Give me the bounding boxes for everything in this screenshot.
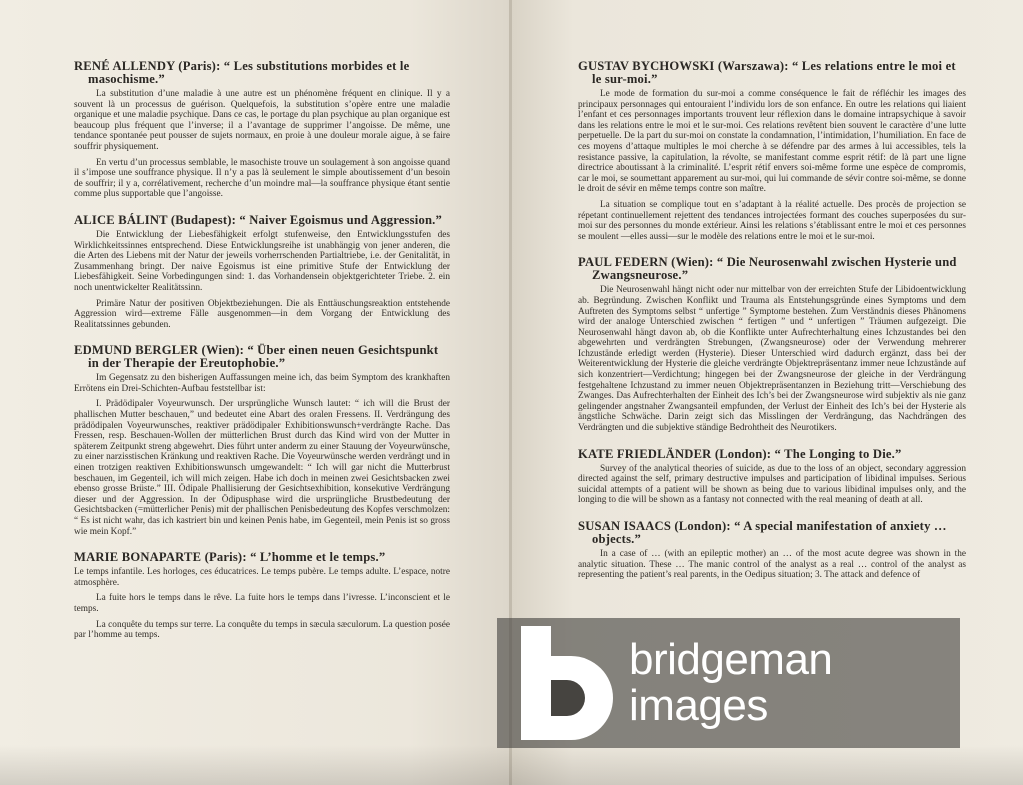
page-shadow xyxy=(0,745,1023,785)
abstract-paragraph: Survey of the analytical theories of suicide, as due to the loss of an object, secondary aggression directed against the self, primary destructive impulses and participation of libidinal impulses. Serious suicidal attempts of a patient will be shown as being due to various libidinal impulses only, and the longing to die will be shown as a fantasy not connected with the real meaning of death at all. xyxy=(578,463,966,506)
abstract-heading: KATE FRIEDLÄNDER (London): “ The Longing to Die.” xyxy=(578,446,902,461)
abstract-paragraph: La conquête du temps sur terre. La conquête du temps in sæcula sæculorum. La question posée par l’homme au temps. xyxy=(74,619,450,641)
abstract-entry xyxy=(578,520,966,581)
abstract-paragraph: La fuite hors le temps dans le rêve. La fuite hors le temps dans l’ivresse. L’inconscient et le temps. xyxy=(74,593,450,614)
watermark-line2: images xyxy=(629,681,768,730)
abstract-entry xyxy=(74,344,450,537)
abstract-paragraph: En vertu d’un processus semblable, le masochiste trouve un soulagement à son angoisse quand il s’impose une souffrance physique. Il n’y a pas là seulement le simple aboutissement d’un besoin de souffrir; il y a, corrélativement, recherche d’un moindre mal—la souffrance physique étant sentie comme plus supportable que l’angoisse. xyxy=(74,157,450,200)
left-page xyxy=(0,0,511,785)
abstract-entry xyxy=(578,60,966,242)
abstract-paragraph: Primäre Natur der positiven Objektbeziehungen. Die als Enttäuschungsreaktion entstehende Aggression wird—extreme Fälle ausgenommen—in dem Vorgang der Entwicklung des Realitatssinnes gebunden. xyxy=(74,298,450,330)
abstract-heading: SUSAN ISAACS (London): “ A special manifestation of anxiety … objects.” xyxy=(578,519,947,546)
bridgeman-logo-icon xyxy=(521,626,613,740)
abstract-paragraph: Im Gegensatz zu den bisherigen Auffassungen meine ich, das beim Symptom des krankhaften Errötens ein Drei-Schichten-Aufbau feststellbar ist: xyxy=(74,373,450,394)
abstract-paragraph: La substitution d’une maladie à une autre est un phénomène fréquent en clinique. Il y a souvent là un processus de guérison. Quelquefois, la substitution s’opère entre une maladie organique et une maladie psychique. Dans ce cas, le portage du plan psychique au plan organique est beaucoup plus fréquent que l’inverse; il a l’avantage de supprimer l’angoisse. De même, une tendance spontanée peut pousser de sujets normaux, en proie à une douleur morale aigue, à se faire souffrir physiquement. xyxy=(74,89,450,152)
left-column xyxy=(74,60,450,655)
abstract-heading: MARIE BONAPARTE (Paris): “ L’homme et le temps.” xyxy=(74,550,386,565)
abstract-entry xyxy=(578,448,966,506)
abstract-paragraph: I. Prädödipaler Voyeurwunsch. Der ursprüngliche Wunsch lautet: “ ich will die Brust der phallischen Mutter beschauen,” und bedeutet eine Abart des oralen Fressens. II. Verdrängung des prädödipalen Voyeurwunsches, reaktiver prädödipaler Exhibitionswunsch+verdrängte Rache. Das Fressen, resp. Beschauen-Wollen der mütterlichen Brust durch das Kind wird von der Mutter in späterem Zeitpunkt streng abgewehrt. Dies führt unter anderm zu einer Stauung der Voyeurwünsche, zu einer narzisstischen Kränkung und reaktiven Rache. Die Voyeurwünsche werden verdrängt und in einen trotzigen reaktiven Exhibitionswunsch umgewandelt: “ Ich will gar nicht die Mutterbrust beschauen, im Gegenteil, ich will mich zeigen. Habe ich doch in meinen zwei Gesichtsbacken zwei ebenso grosse Brüste.” III. Ödipale Phallisierung der Gesichtsexhibition, konsekutive Verdrängung dieser und der Aggression. In der Ödipusphase wird die ursprüngliche Brustbedeutung der Gesichtsbacken (=mütterlicher Penis) mit der phallischen Penisbedeutung des Kopfes verschmolzen: “ Es ist nicht wahr, das ich kastriert bin und keinen Penis habe, im Gegenteil, mein Penis ist so gross wie mein Kopf.” xyxy=(74,399,450,537)
abstract-heading: GUSTAV BYCHOWSKI (Warszawa): “ Les relations entre le moi et le sur-moi.” xyxy=(578,59,956,86)
abstract-heading: PAUL FEDERN (Wien): “ Die Neurosenwahl zwischen Hysterie und Zwangsneurose.” xyxy=(578,255,957,283)
abstract-entry xyxy=(74,60,450,200)
abstract-entry xyxy=(74,214,450,330)
abstract-heading: ALICE BÁLINT (Budapest): “ Naiver Egoismus und Aggression.” xyxy=(74,212,442,227)
abstract-paragraph: La situation se complique tout en s’adaptant à la réalité actuelle. Des procès de projection se répetant continuellement rejettent des tendances introjectées formant des couches superposées du sur-moi sur des personnes du monde extérieur. Ainsi les relations s’établissant entre le moi et ces personnes se moulent —elles aussi—sur le modèle des relations entre le moi et le sur-moi. xyxy=(578,199,966,242)
abstract-paragraph: In a case of … (with an epileptic mother) an … of the most acute degree was shown in the analytic situation. These … The manic control of the analyst as a real … control of the analyst as representing the patient’s real parents, in the Oedipus situation; 3. The attack and defence of xyxy=(578,549,966,581)
abstract-paragraph: Die Entwicklung der Liebesfähigkeit erfolgt stufenweise, den Entwicklungsstufen des Wirklichkeitssinnes entsprechend. Diese Entwicklungsreihe ist unabhängig von jener anderen, die die Arten des Liebens mit der Natur der jeweils vorherrschenden Partialtriebe, i.e. der Genitalität, in Zusammenhang bringt. Der naive Egoismus ist eine primitive Stufe der Entwicklung der Liebesfähigkeit. Seine Vorbedingungen sind: 1. das Vorhandensein objektgerichteter Triebe. 2. ein noch unentwickelter Realitätssinn. xyxy=(74,229,450,293)
watermark-line1: bridgeman xyxy=(629,635,833,684)
abstract-paragraph: Le mode de formation du sur-moi a comme conséquence le fait de réfléchir les images des principaux personnages qui entouraient l’individu lors de son enfance. En outre les relations qui liaient l’enfant et ces personnages importants trouvent leur réflexion dans le domaine intrapsychique à savoir dans les relations entre le moi et le sur-moi. Ces relations revêtent bien souvent le caractère d’une lutte perpetuelle. De la part du sur-moi on constate la condamnation, l’intimidation, l’humiliation. En face de ces moyens d’attaque multiples le moi cherche à se défendre par des armes à lui accessibles, tels la resistance passive, la capitulation, la révolte, se manifestant comme esprit rétif: de là part une ligne directrice aboutissant à la criminalité. L’esprit rétif envers soi-même forme une espèce de compromis, car le moi, se soumettant apparement au sur-moi, qui lui commande de sévir contre soi-même, se donne le droit de sévir en même temps contre son maître. xyxy=(578,89,966,195)
abstract-paragraph: Le temps infantile. Les horloges, ces éducatrices. Le temps pubère. Le temps adulte. L’espace, notre atmosphère. xyxy=(74,567,450,588)
bridgeman-watermark xyxy=(497,618,960,748)
abstract-heading: RENÉ ALLENDY (Paris): “ Les substitutions morbides et le masochisme.” xyxy=(74,59,410,86)
abstract-entry xyxy=(74,551,450,641)
abstract-entry xyxy=(578,256,966,433)
abstract-paragraph: Die Neurosenwahl hängt nicht oder nur mittelbar von der erreichten Stufe der Libidoentwicklung ab. Begründung. Zwischen Konflikt und Trauma als Entstehungsgründe eines Symptoms und dem Auftreten des Symptoms selbst “ unfertige ” Symptome bestehen. Zum Verständnis dieses Phänomens wird der analoge Unterschied zwischen “ fertigen ” und “ unfertigen ” Träumen aufgezeigt. Die Neurosenwahl hängt davon ab, ob die Konflikte unter Aufrechterhaltung eines Ichzustandes bei den abgewehrten und verdrängten Strebungen, (Zwangsneurose) oder der Verwendung mehrerer Ichzustände erledigt werden (Hysterie). Dieser Unterschied wird dadurch ergänzt, dass bei der Weiterentwicklung der Hysterie die gleiche verdrängte Objektrepräsentanz immer neue Ichzustände auf sich konzentriert—Verdichtung; hingegen bei der Zwangsneurose der gleiche in der Verdrängung festgehaltene Ichzustand zu immer neuen Objektrepräsentanzen in Beziehung tritt—Verschiebung des Zwanges. Das Aufrechterhalten der Einheit des Ich’s bei der Zwangsneurose wird subjektiv als nie ganz gelingender angstnaher Zwangsanteil empfunden, der Verlust der Einheit des Ich’s bei der Hysterie als ängstliche Schwäche. Darin zeigt sich das Misslingen der Verdrängung, das Nachdrängen des Verdrängten und die subjektive ständige Bedrohtheit des Neurotikers. xyxy=(578,285,966,434)
right-column xyxy=(578,60,966,595)
abstract-heading: EDMUND BERGLER (Wien): “ Über einen neuen Gesichtspunkt in der Therapie der Ereutophobie.” xyxy=(74,343,439,371)
